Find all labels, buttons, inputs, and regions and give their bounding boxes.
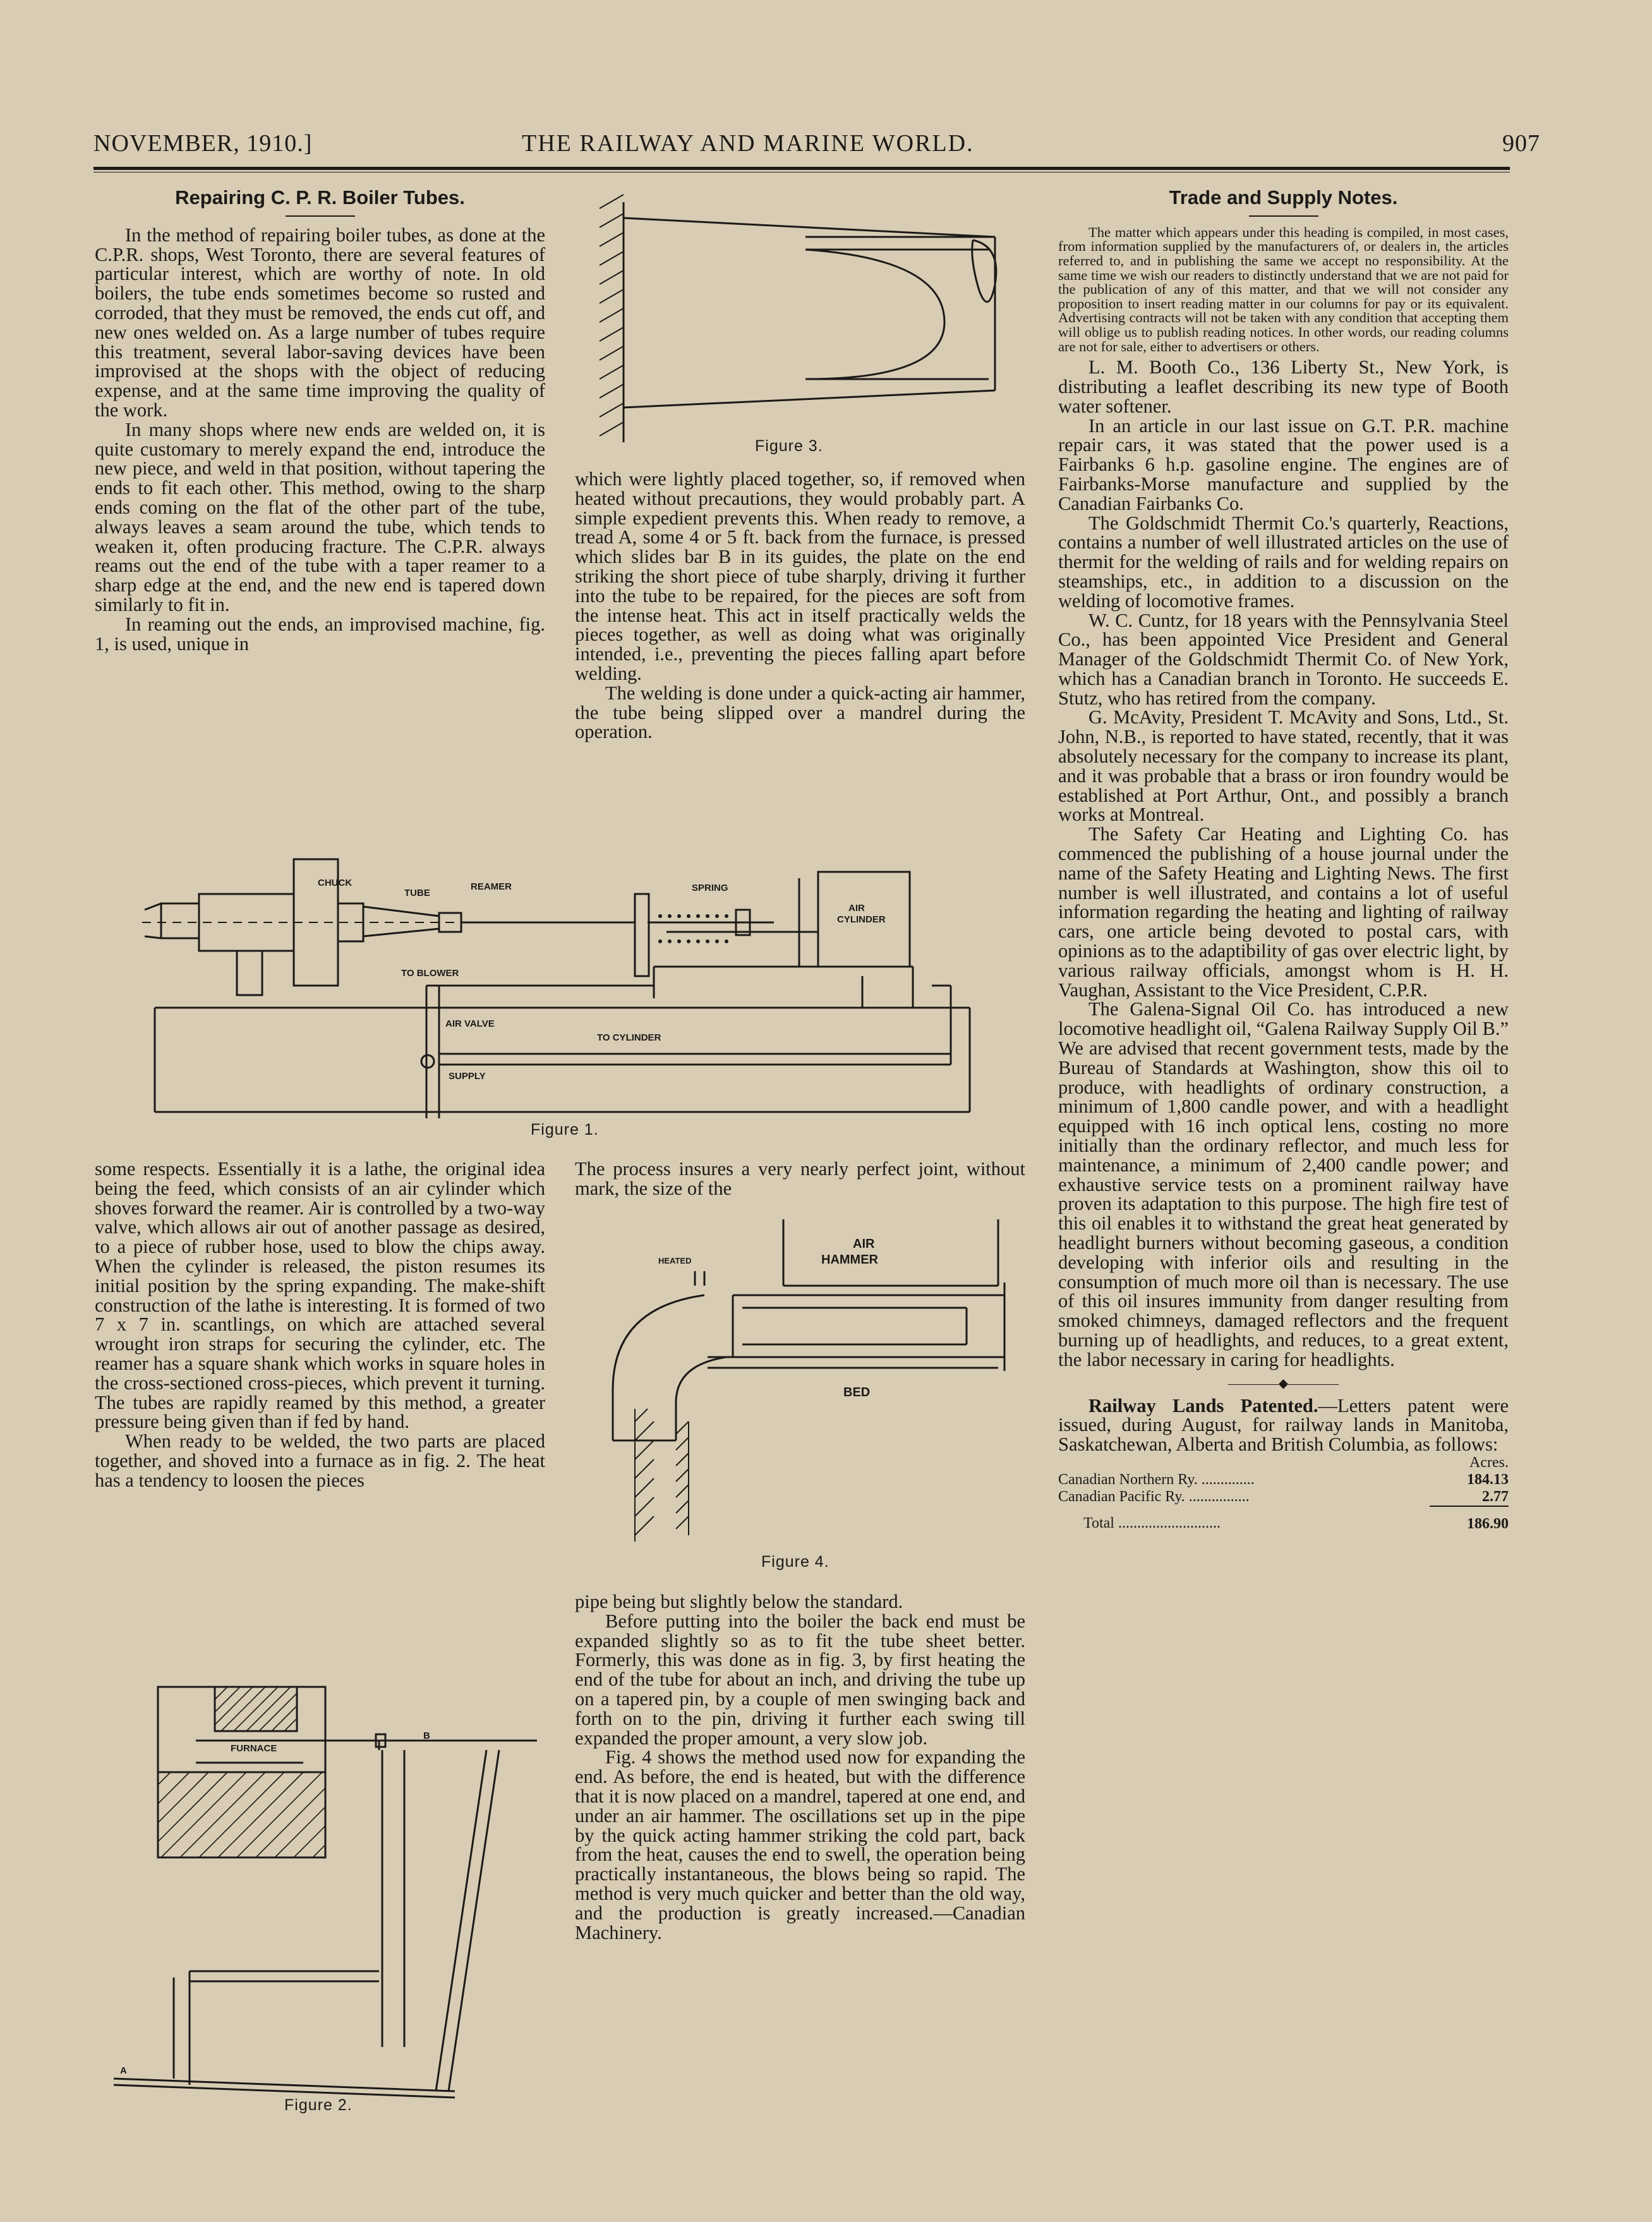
paragraph: The Safety Car Heating and Lighting Co. has commenced the publishing of a house journal under the name of the Safety Heating and Lighting News. The first number is well illustrated, and contains a lot of useful information regarding the heating and lighting of railway cars, one article being devoted to postal cars, with opinions as to the adaptibility of gas over electric light, by various railway officials, amongst whom is H. H. Vaughan, Assistant to the Vice President, C.P.R.	[1058, 823, 1509, 1001]
label-air-cylinder-2: CYLINDER	[837, 914, 886, 925]
row-name: Canadian Northern Ry. ..............	[1058, 1471, 1255, 1488]
label-hammer: HAMMER	[821, 1253, 878, 1267]
label-b: B	[423, 1730, 430, 1741]
left-column-bottom	[95, 1159, 545, 1490]
lands-title: Railway Lands Patented.	[1088, 1394, 1318, 1416]
table-row	[1058, 1471, 1509, 1488]
row-value: 184.13	[1467, 1471, 1509, 1488]
right-column	[1058, 188, 1509, 1533]
total-value: 186.90	[1467, 1515, 1509, 1532]
label-to-cylinder: TO CYLINDER	[597, 1032, 661, 1043]
figure-3	[591, 190, 1027, 455]
header-page-number: 907	[1502, 130, 1540, 157]
figure-1-caption: Figure 1.	[531, 1121, 599, 1138]
paragraph: Before putting into the boiler the back end must be expanded slightly so as to fit the tube sheet better. Formerly, this was done as in fig. 3, by first heating the end of the tube for about an inch, and driving the tube up on a tapered pin, by a couple of men swinging back and forth on to the pin, driving it further each swing till expanded the proper amount, a very slow job.	[575, 1610, 1025, 1749]
label-air: AIR	[853, 1237, 875, 1251]
figure-1-drawing	[142, 853, 982, 1118]
left-column-top	[95, 188, 545, 653]
paragraph: pipe being but slightly below the standard.	[575, 1591, 903, 1612]
paragraph: The Goldschmidt Thermit Co.'s quarterly, Reactions, contains a number of well illustrated articles on the use of thermit for the welding of rails and for welding repairs on steamships, etc., in addition to a discussion on the welding of locomotive frames.	[1058, 512, 1509, 612]
paragraph: The welding is done under a quick-acting air hammer, the tube being slipped over a mandrel during the operation.	[575, 682, 1025, 743]
header-journal-title: THE RAILWAY AND MARINE WORLD.	[522, 130, 974, 157]
acres-table	[1058, 1454, 1509, 1533]
middle-column-mid	[575, 1159, 1025, 1199]
paragraph: G. McAvity, President T. McAvity and Sons, Ltd., St. John, N.B., is reported to have stated, recently, that it was absolutely necessary for the company to increase its plant, and it was probable that a brass or iron foundry would be established at Port Arthur, Ont., and possibly a branch works at Montreal.	[1058, 706, 1509, 826]
label-to-blower: TO BLOWER	[401, 968, 459, 979]
middle-column-bottom	[575, 1592, 1025, 1942]
label-furnace: FURNACE	[231, 1743, 277, 1754]
row-value: 2.77	[1430, 1488, 1509, 1506]
paragraph: In many shops where new ends are welded on, it is quite customary to merely expand the end, introduce the new piece, and weld in that position, without tapering the ends to fit each other. This method, owing to the sharp ends coming on the flat of the other part of the tube, always leaves a seam around the tube, which tends to weaken it, often producing fracture. The C.P.R. always reams out the end of the tube with a taper reamer to a sharp edge at the end, and the new end is tapered down similarly to fit in.	[95, 418, 545, 615]
article-title: Repairing C. P. R. Boiler Tubes.	[175, 186, 465, 208]
figure-3-caption: Figure 3.	[755, 437, 823, 455]
section-title: Trade and Supply Notes.	[1169, 186, 1398, 208]
paragraph: which were lightly placed together, so, if removed when heated without precautions, they would probably part. A simple expedient prevents this. When ready to remove, a tread A, some 4 or 5 ft. back from the furnace, is pressed which slides bar B in its guides, the plate on the end striking the short piece of tube sharply, driving it further into the tube to be repaired, for the pieces are soft from the intense heat. This act in itself practically welds the pieces together, as well as doing what was originally intended, i.e., preventing the pieces falling apart before welding.	[575, 468, 1025, 684]
acres-header: Acres.	[1469, 1454, 1509, 1471]
figure-2	[101, 1674, 556, 2135]
middle-column-top	[575, 469, 1025, 742]
figure-2-drawing	[101, 1674, 556, 2110]
paragraph: In an article in our last issue on G.T. P.R. machine repair cars, it was stated that the power used is a Fairbanks 6 h.p. gasoline engine. The engines are of Fairbanks-Morse manufacture and supplied by the Canadian Fairbanks Co.	[1058, 414, 1509, 514]
row-name: Canadian Pacific Ry. ................	[1058, 1488, 1250, 1506]
table-row	[1058, 1488, 1509, 1506]
paragraph: The Galena-Signal Oil Co. has introduced a new locomotive headlight oil, “Galena Railway Supply Oil B.” We are advised that recent government tests, made by the Bureau of Standards at Washington, show this oil to produce, with headlights of ordinary construction, a minimum of 1,800 candle power, and with a headlight equipped with 16 inch optical lens, costing no more initially than the ordinary reflector, and much less for maintenance, a minimum of 2,400 candle power; and exhaustive service tests on a prominent railway have proven its adaptation to this purpose. The high fire test of this oil enables it to withstand the great heat generated by headlight burners without becoming gaseous, a condition developing with inferior oils and resulting in the consumption of much more oil than is necessary. The use of this oil insures immunity from danger resulting from smoked chimneys, damaged reflectors and the frequent burning up of headlights, and reduces, to a great extent, the labor necessary in caring for headlights.	[1058, 998, 1509, 1370]
label-bed: BED	[843, 1386, 871, 1399]
label-supply: SUPPLY	[449, 1071, 486, 1082]
figure-1	[142, 853, 982, 1144]
label-air-valve: AIR VALVE	[445, 1018, 495, 1029]
paragraph: some respects. Essentially it is a lathe, the original idea being the feed, which consists of an air cylinder which shoves forward the reamer. Air is controlled by a two-way valve, which allows air out of another passage as desired, to a piece of rubber hose, used to blow the chips away. When the cylinder is released, the piston resumes its initial position by the spring expanding. The make-shift construction of the lathe is interesting. It is formed of two 7 x 7 in. scantlings, on which are attached several wrought iron straps for securing the cylinder, etc. The reamer has a square shank which works in square holes in the cross-sectioned cross-pieces, which prevent it turning. The tubes are rapidly reamed by this method, a greater pressure being given than if fed by hand.	[95, 1158, 545, 1433]
title-divider	[286, 215, 355, 217]
paragraph: W. C. Cuntz, for 18 years with the Pennsylvania Steel Co., has been appointed Vice President and General Manager of the Goldschmidt Thermit Co. of New York, which has a Canadian branch in Toronto. He succeeds E. Stutz, who has retired from the company.	[1058, 609, 1509, 709]
table-row-total	[1058, 1506, 1509, 1533]
paragraph: When ready to be welded, the two parts are placed together, and shoved into a furnace as in fig. 2. The heat has a tendency to loosen the pieces	[95, 1430, 545, 1491]
section-divider-ornament: ————◆————	[1227, 1376, 1339, 1391]
label-a: A	[120, 2065, 127, 2076]
title-divider	[1249, 215, 1318, 217]
label-spring: SPRING	[692, 883, 728, 893]
paragraph: In reaming out the ends, an improvised machine, fig. 1, is used, unique in	[95, 613, 545, 655]
label-reamer: REAMER	[471, 881, 512, 892]
paragraph: In the method of repairing boiler tubes, as done at the C.P.R. shops, West Toronto, there are several features of particular interest, which are worthy of note. In old boilers, the tube ends sometimes become so rusted and corroded, that they must be removed, the ends cut off, and new ones welded on. As a large number of tubes require this treatment, several labor-saving devices have been improvised at the shops with the object of reducing expense, and at the same time improving the quality of the work.	[95, 224, 545, 421]
paragraph: L. M. Booth Co., 136 Liberty St., New York, is distributing a leaflet describing its new type of Booth water softener.	[1058, 356, 1509, 417]
figure-4-drawing	[600, 1213, 1030, 1554]
lands-paragraph	[1058, 1396, 1509, 1454]
label-heated: HEATED	[658, 1256, 692, 1265]
paragraph: Fig. 4 shows the method used now for expanding the end. As before, the end is heated, but with the difference that it is now placed on a mandrel, tapered at one end, and under an air hammer. The oscillations set up in the pipe by the quick acting hammer striking the cold part, back from the heat, causes the end to swell, the operation being practically instantaneous, the blows being so rapid. The method is very much quicker and better than the old way, and the production is greatly increased.—Canadian Machinery.	[575, 1746, 1025, 1943]
paragraph: The process insures a very nearly perfect joint, without mark, the size of the	[575, 1158, 1025, 1199]
label-chuck: CHUCK	[318, 878, 353, 888]
header-rule	[93, 167, 1510, 170]
figure-2-caption: Figure 2.	[284, 2096, 353, 2114]
editorial-notice: The matter which appears under this heading is compiled, in most cases, from information supplied by the manufacturers of, or dealers in, the articles referred to, and in publishing the same we accept no responsibility. At the same time we wish our readers to distinctly understand that we are not paid for the publication of any of this matter, and that we will not consider any proposition to insert reading matter in our columns for pay or its equivalent. Advertising contracts will not be taken with any condition that accepting them will oblige us to publish reading notices. In other words, our reading columns are not for sale, either to advertisers or others.	[1058, 224, 1509, 354]
figure-4	[600, 1213, 1030, 1579]
figure-3-drawing	[591, 190, 1027, 455]
figure-4-caption: Figure 4.	[761, 1553, 829, 1571]
header-date: NOVEMBER, 1910.]	[93, 130, 313, 157]
lands-text: —Letters patent were issued, during August, for railway lands in Manitoba, Saskatchewan, Alberta and British Columbia, as follows:	[1058, 1394, 1509, 1456]
label-air-cylinder-1: AIR	[848, 903, 865, 914]
label-tube: TUBE	[404, 888, 430, 898]
total-label: Total ...........................	[1083, 1515, 1221, 1532]
